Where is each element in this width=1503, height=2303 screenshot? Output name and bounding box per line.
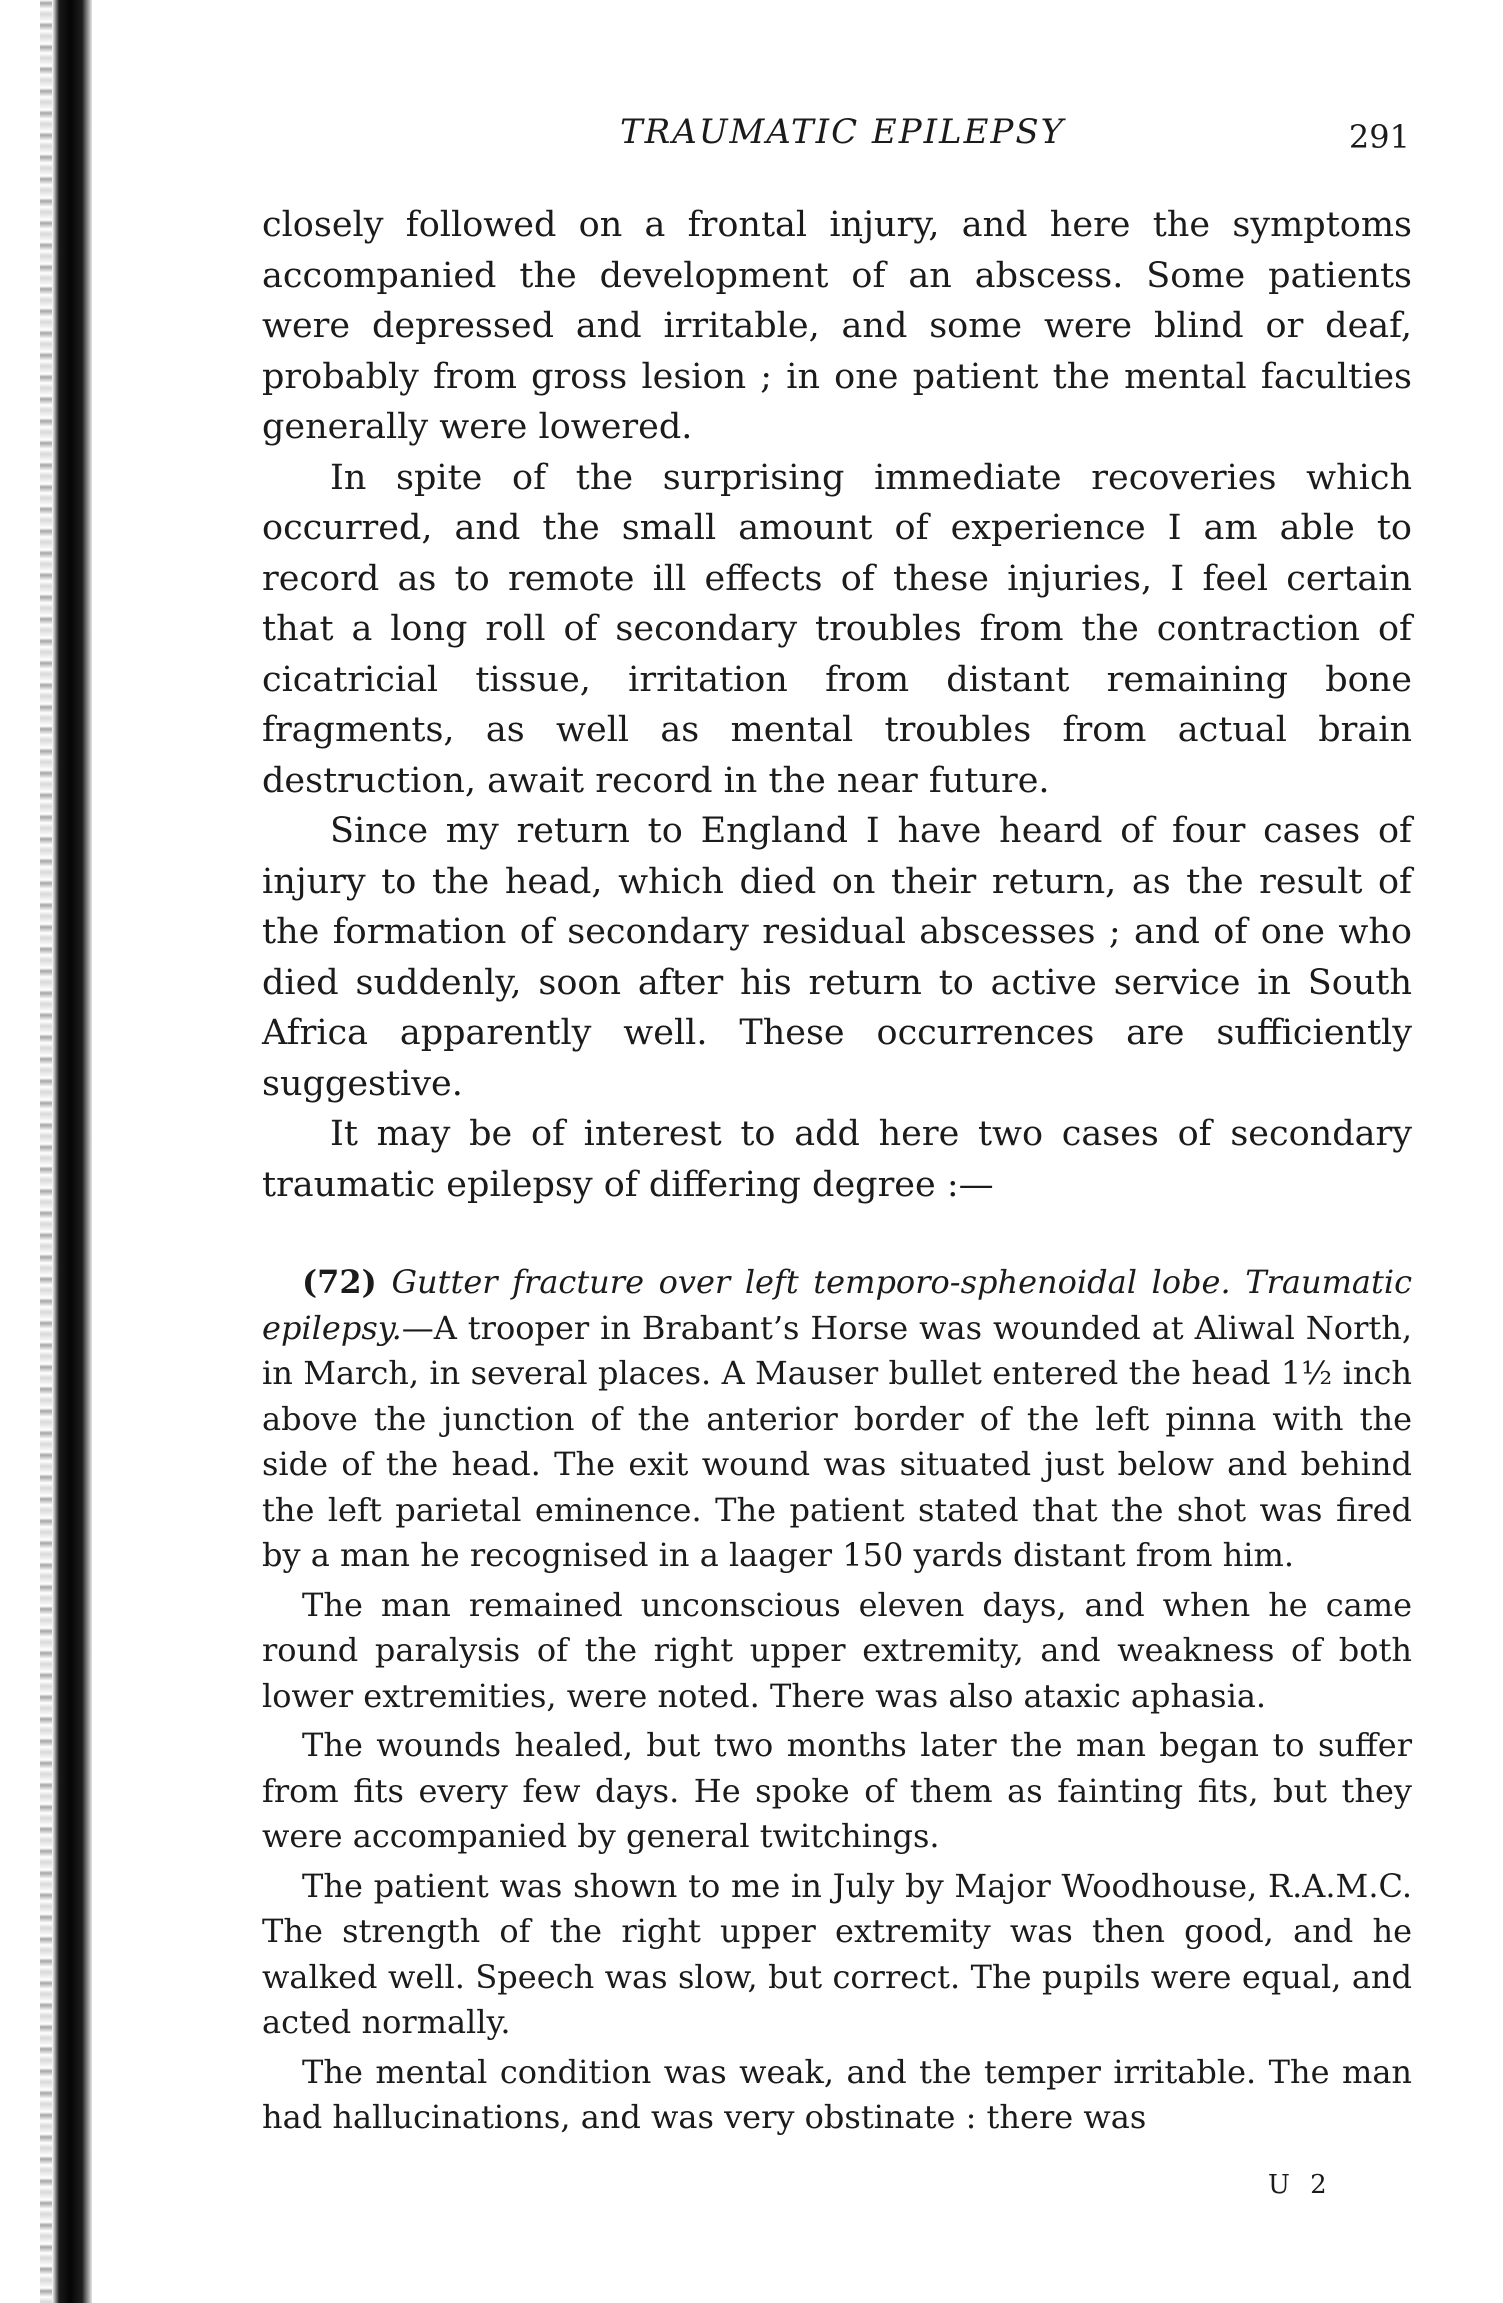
case-intro-paragraph: [262, 1260, 1412, 1579]
case-paragraph-2: The wounds healed, but two months later the man began to suffer from fits every few days. He spoke of them as fainting fits, but they were accompanied by general twitchings.: [262, 1726, 1412, 1855]
case-intro-text: —A trooper in Brabant’s Horse was wounded at Aliwal North, in March, in several places. A Mauser bullet entered the head 1½ inch above the junction of the anterior border of the left pinna with the side of the head. The exit wound was situated just below and behind the left parietal eminence. The patient stated that the shot was fired by a man he recognised in a laager 150 yards distant from him.: [262, 1308, 1412, 1574]
page-number: 291: [1348, 118, 1410, 156]
printer-signature-mark: U 2: [1268, 2170, 1333, 2200]
book-binding-shadow: [52, 0, 92, 2303]
paragraph-3: Since my return to England I have heard of four cases of injury to the head, which died on their return, as the result of the formation of secondary residual abscesses ; and of one who died suddenly, soon after his return to active service in South Africa apparently well. These occurrences are sufficiently suggestive.: [262, 811, 1412, 1104]
case-paragraph-1: The man remained unconscious eleven days, and when he came round paralysis of the right upper extremity, and weakness of both lower extremities, were noted. There was also ataxic aphasia.: [262, 1585, 1412, 1715]
page-header: [260, 112, 1410, 164]
main-text: [262, 200, 1412, 1210]
case-report: [262, 1260, 1412, 2141]
paragraph-1: closely followed on a frontal injury, and here the symptoms accompanied the development of an abscess. Some patients were depressed and irritable, and some were blind or deaf, probably from gross lesion ; in one patient the mental faculties generally were lowered.: [262, 205, 1412, 447]
running-head: TRAUMATIC EPILEPSY: [620, 112, 1066, 152]
page-body: [262, 200, 1412, 2141]
binding-edge-fray: [40, 0, 52, 2303]
paragraph-4: It may be of interest to add here two cases of secondary traumatic epilepsy of differing degree :—: [262, 1114, 1412, 1205]
case-paragraph-4: The mental condition was weak, and the temper irritable. The man had hallucinations, and was very obstinate : there was: [262, 2052, 1412, 2136]
case-number: (72): [302, 1263, 377, 1301]
paragraph-2: In spite of the surprising immediate recoveries which occurred, and the small amount of experience I am able to record as to remote ill effects of these injuries, I feel certain that a long roll of secondary troubles from the contraction of cicatricial tissue, irritation from distant remaining bone fragments, as well as mental troubles from actual brain destruction, await record in the near future.: [262, 457, 1412, 801]
case-paragraph-3: The patient was shown to me in July by Major Woodhouse, R.A.M.C. The strength of the right upper extremity was then good, and he walked well. Speech was slow, but correct. The pupils were equal, and acted normally.: [262, 1866, 1412, 2041]
case-title: Gutter fracture over left temporo-sphenoidal lobe. Traumatic epilepsy.: [262, 1263, 1413, 1347]
